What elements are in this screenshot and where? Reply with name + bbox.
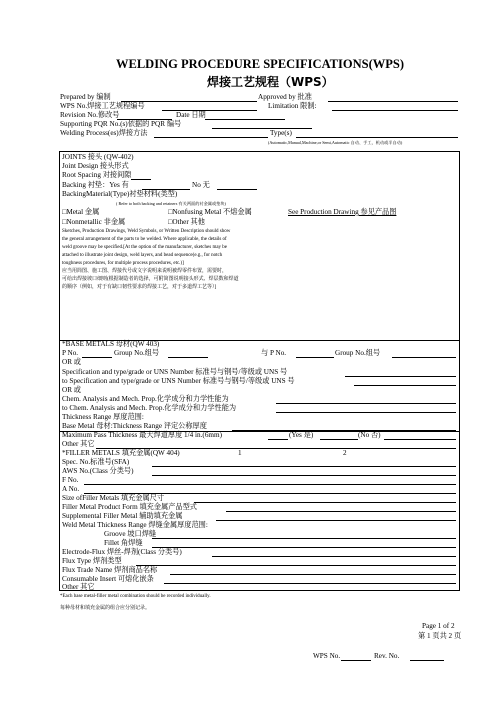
welding-process-label: Welding Process(es)焊接方法 [60, 129, 148, 137]
sketch-note-1: Sketches, Production Drawings, Weld Symbols, or Written Description should show [62, 229, 231, 234]
or-label-2: OR 或 [62, 386, 81, 394]
filler-row-groove: Groove 坡口焊缝 [104, 530, 157, 538]
welding-process-field[interactable] [154, 137, 268, 138]
base-metal-range-label: Base Metal 母材:Thickness Range 评定公称厚度 [62, 422, 207, 430]
or-label-1: OR 或 [62, 358, 81, 366]
sketch-note-5: toughness procedures, for multiple process procedures, etc.)] [62, 261, 184, 266]
to-p-no-label: 与 P No. [261, 349, 287, 357]
sketch-note-6: 应当用简图、施工图、焊接代号或文字说明来说明被焊零件布置，需要时， [62, 269, 228, 274]
limitation-label: Limitation 限制: [268, 102, 317, 110]
date-label: Date 日期 [176, 111, 206, 119]
joint-design-label: Joint Design 接头形式 [62, 162, 129, 170]
page-number: Page 1 of 2 [422, 622, 455, 630]
chem-label-2: to Chem. Analysis and Mech. Prop.化学成分和力学性能为 [62, 404, 237, 412]
date-field[interactable] [205, 119, 285, 120]
p-no-field[interactable] [82, 357, 112, 358]
filler-row-fillet: Fillet 角焊缝 [104, 539, 143, 547]
max-pass-no[interactable]: (No 否) [358, 431, 381, 439]
max-pass-yes-field[interactable] [268, 439, 288, 440]
nonfusing-checkbox[interactable]: □Nonfusing Metal 不熔金属 [168, 208, 252, 216]
filler-field-groove[interactable] [152, 538, 456, 539]
filler-row-flux-trade-name: Flux Trade Name 焊剂商品名称 [62, 566, 158, 574]
filler-row-consumable-insert: Consumable Insert 可熔化嵌条 [62, 575, 154, 583]
backing-label: Backing 衬垫：Yes 有 [62, 181, 129, 189]
footer-rev-label: Rev. No. [374, 652, 400, 660]
footer-rev-field[interactable] [410, 660, 444, 661]
limitation-field[interactable] [332, 110, 458, 111]
filler-row-flux-type: Flux Type 焊剂类型 [62, 557, 122, 565]
filler-row-electrode-flux: Electrode-Flux 焊丝-焊剂(Class 分类号) [62, 548, 182, 556]
filler-field-size[interactable] [194, 502, 456, 503]
joints-heading: JOINTS 接头 (QW-402) [62, 153, 134, 161]
to-p-no-field[interactable] [296, 357, 334, 358]
filler-field-product-form[interactable] [226, 511, 456, 512]
filler-row-a-no: A No. [62, 485, 80, 493]
filler-col-1: 1 [238, 449, 242, 457]
filler-row-size: Size ofFiller Metals 填充金属尺寸 [62, 494, 165, 502]
group-no-field[interactable] [168, 357, 208, 358]
type-label: Type(s) [270, 129, 292, 137]
group-no2-field[interactable] [392, 357, 456, 358]
spec-field-2[interactable] [354, 385, 456, 386]
max-pass-no-field[interactable] [320, 439, 358, 440]
filler-row-f-no: F No. [62, 476, 79, 484]
type-field[interactable] [296, 137, 458, 138]
root-spacing-field[interactable] [131, 179, 151, 180]
filler-field-consumable-insert[interactable] [164, 583, 456, 584]
page-number-cn: 第 1 页共 2 页 [418, 632, 462, 640]
filler-field-aws-no[interactable] [152, 475, 456, 476]
group-no2-label: Group No.组号 [335, 349, 381, 357]
supporting-pqr-label: Supporting PQR No.(s)依据的 PQR 编号 [60, 120, 182, 128]
group-no-label: Group No.组号 [114, 349, 160, 357]
filler-field-electrode-flux[interactable] [212, 556, 456, 557]
filler-field-flux-type[interactable] [136, 565, 456, 566]
footnote: *Each base metal-filler metal combination should be recorded individually. [60, 594, 211, 599]
max-pass-yes[interactable]: (Yes 是) [289, 431, 314, 439]
max-pass-label: Maximum Pass Thickness 最大焊道厚度 1/4 in.(6mm) [62, 431, 222, 439]
filler-row-product-form: Filler Metal Product Form 填充金属产品型式 [62, 503, 197, 511]
filler-row-supplemental: Supplemental Filler Metal 辅助填充金属 [62, 512, 183, 520]
filler-metals-heading: *FILLER METALS 填充金属(QW 404) [62, 449, 180, 457]
backing-no-field[interactable] [217, 189, 257, 190]
revision-no-label: Revision No.修改号 [60, 111, 120, 119]
backing-material-label: BackingMaterial(Type)衬垫材料(类型) [62, 190, 178, 198]
prepared-by-label: Prepared by 编制 [60, 93, 111, 101]
filler-field-f-no[interactable] [84, 484, 456, 485]
footer-wps-field[interactable] [341, 660, 371, 661]
spec-label-2: to Specification and type/grade or UNS Number 标准号与钢号/等级或 UNS 号 [62, 377, 295, 385]
page-title-cn: 焊接工艺规程（WPS） [207, 75, 334, 89]
sketch-note-3: weld groove may be specified.[At the option of the manufacturer, sketches may be [62, 245, 228, 250]
supporting-pqr-field[interactable] [212, 128, 312, 129]
filler-row-spec-no: Spec. No.标准号(SFA) [62, 458, 130, 466]
p-no-label: P No. [62, 349, 79, 357]
filler-row-other: Other 其它 [62, 583, 95, 591]
filler-field-fillet[interactable] [152, 547, 456, 548]
sketch-note-8: 的顺序（例如，对于有缺口韧性要求的焊接工艺，对于多道焊工艺等）] [62, 285, 217, 290]
chem-field-2[interactable] [276, 412, 456, 413]
filler-row-weld-thickness: Weld Metal Thickness Range 焊缝金属厚度范围: [62, 521, 208, 529]
backing-no-label: No 无 [192, 181, 210, 189]
base-metals-heading: *BASE METALS 母材(QW 403) [62, 340, 160, 348]
spec-label-1: Specification and type/grade or UNS Number 标准号与钢号/等级或 UNS 号 [62, 368, 288, 376]
filler-col-2: 2 [343, 449, 347, 457]
chem-label-1: Chem. Analysis and Mech. Prop.化学成分和力学性能为 [62, 395, 229, 403]
approved-by-label: Approved by 批准 [258, 93, 312, 101]
wps-no-label: WPS No.焊接工艺规程编号 [60, 102, 145, 110]
filler-field-flux-trade-name[interactable] [170, 574, 456, 575]
metal-checkbox[interactable]: □Metal 金属 [62, 208, 100, 216]
base-other-label: Other 其它 [62, 440, 95, 448]
sketch-note-4: attached to illustrate joint design, weld layers, and bead sequence(e.g., for notch [62, 253, 223, 258]
nonmetallic-checkbox[interactable]: □Nonmetallic 非金属 [62, 218, 126, 226]
approved-by-field[interactable] [328, 101, 458, 102]
type-note: (Automatic,Manual,Machine,or Semi,Automatic 自动、手工，机动或半自动) [268, 140, 403, 145]
footnote-cn: 每种母材和填充金属的组合应分别记录。 [60, 606, 151, 611]
max-pass-tail-field[interactable] [384, 439, 456, 440]
root-spacing-label: Root Spacing 对接间隙 [62, 171, 132, 179]
base-metal-range-field[interactable] [232, 430, 456, 431]
refer-note: ( Refer to both backing and retainers 有关两面的衬金属或垫块) [116, 201, 226, 206]
footer-wps-label: WPS No. [313, 652, 341, 660]
chem-field-1[interactable] [276, 403, 456, 404]
spec-field-1[interactable] [345, 376, 456, 377]
sketch-note-7: 可给出焊接坡口细则(根据制造者的选择，可附简图说明接头形式、焊层数和焊道 [62, 277, 239, 282]
other-checkbox[interactable]: □Other 其他 [168, 218, 205, 226]
filler-field-spec-no[interactable] [152, 466, 456, 467]
thickness-range-label: Thickness Range 厚度范围: [62, 413, 144, 421]
sketch-note-2: the general arrangement of the parts to be welded. Where applicable, the details of [62, 237, 227, 242]
filler-field-supplemental[interactable] [216, 520, 456, 521]
page-title: WELDING PROCEDURE SPECIFICATIONS(WPS) [116, 57, 404, 71]
filler-row-aws-no: AWS No.(Class 分类号) [62, 467, 134, 475]
see-production-drawing: See Production Drawing 参见产品图 [288, 208, 397, 216]
